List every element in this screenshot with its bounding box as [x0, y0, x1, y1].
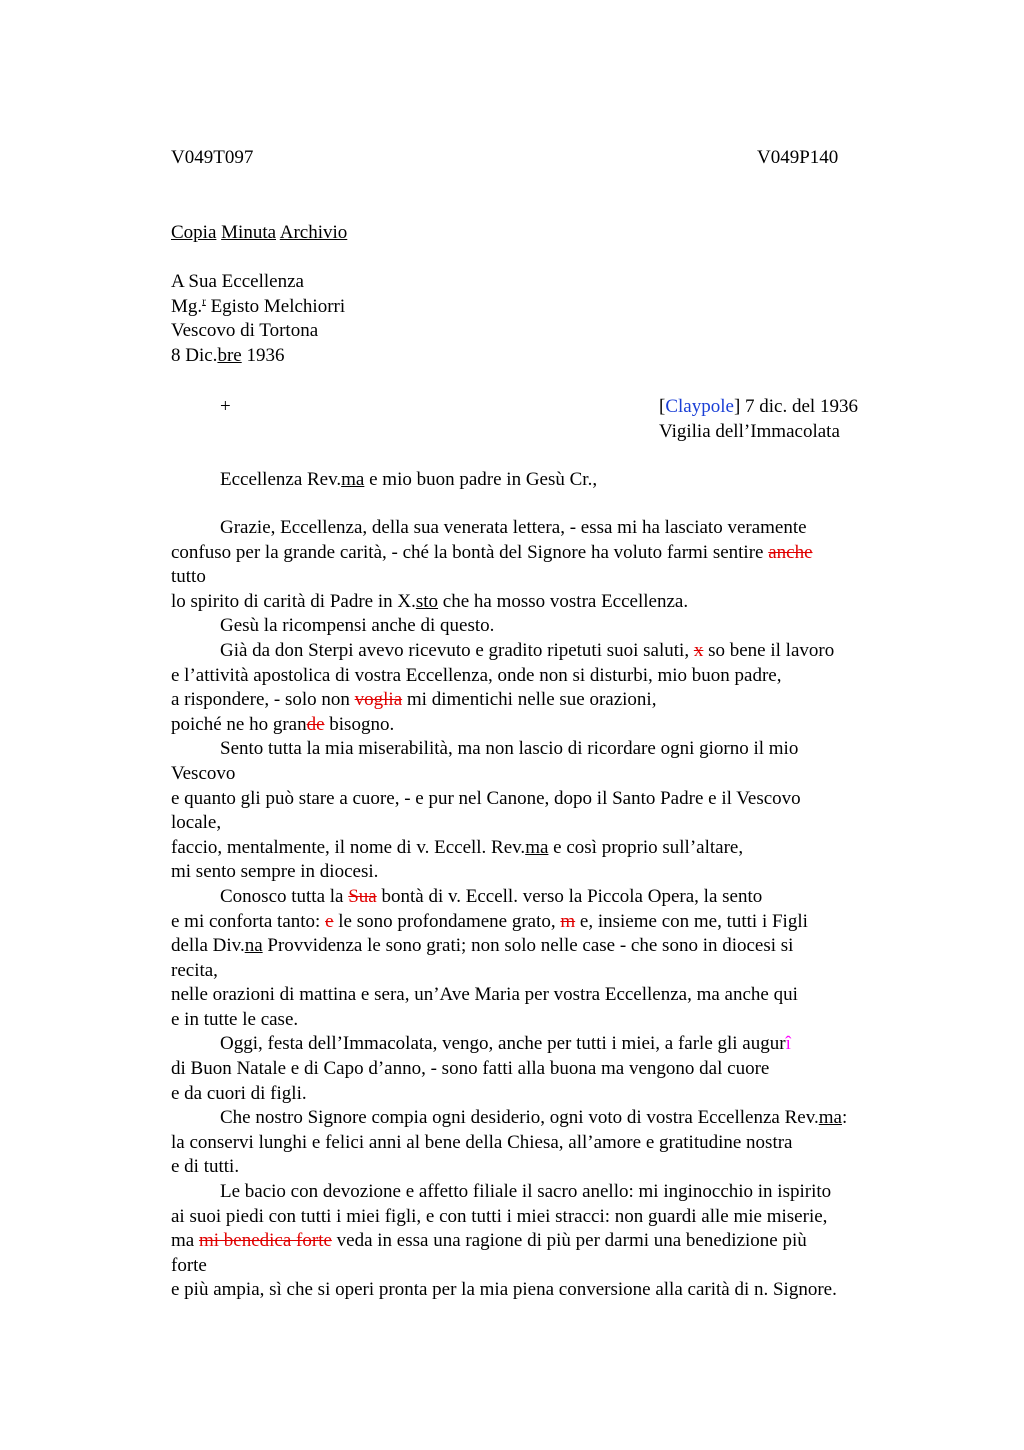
place-name: Claypole: [665, 396, 734, 417]
body-line: mi sento sempre in diocesi.: [171, 861, 379, 883]
body-line: [171, 541, 911, 566]
body-line: [171, 688, 911, 713]
body-line: recita,: [171, 959, 218, 981]
address-date-part: 8 Dic.: [171, 344, 218, 366]
address-line-3: Vescovo di Tortona: [171, 320, 319, 342]
body-line: Grazie, Eccellenza, della sua venerata lettera, - essa mi ha lasciato veramente: [220, 517, 807, 538]
document-code-left: V049T097: [171, 147, 254, 168]
text-run: veda in essa una ragione di più per darmi una benedizione più: [331, 1230, 807, 1252]
deleted-text: mi benedica forte: [198, 1230, 332, 1252]
cross-mark: +: [220, 396, 231, 417]
body-line: nelle orazioni di mattina e sera, un’Ave Maria per vostra Eccellenza, ma anche qui: [171, 984, 798, 1006]
body-line: tutto: [171, 566, 206, 588]
body-line: [171, 1106, 911, 1131]
body-line: Vescovo: [171, 762, 236, 784]
body-line: Sento tutta la mia miserabilità, ma non lascio di ricordare ogni giorno il mio: [220, 738, 799, 760]
text-run: ma: [171, 1230, 199, 1252]
underlined-text: ma: [525, 836, 549, 858]
body-line: [171, 910, 911, 935]
body-line: [171, 836, 911, 861]
address-block: [171, 270, 345, 368]
letter-body: [171, 516, 911, 1303]
underlined-text: na: [244, 935, 263, 957]
accent-character: î: [785, 1033, 791, 1055]
body-line: [171, 639, 911, 664]
copy-label: [171, 221, 347, 246]
body-line: e di tutti.: [171, 1156, 240, 1178]
body-line: Le bacio con devozione e affetto filiale il sacro anello: mi inginocchio in ispirito: [220, 1181, 832, 1203]
body-line: [171, 1032, 911, 1057]
body-line: Gesù la ricompensi anche di questo.: [220, 615, 495, 637]
text-run: e mi conforta tanto:: [171, 910, 326, 932]
place-date-line: [659, 395, 858, 420]
text-run: Oggi, festa dell’Immacolata, vengo, anche per tutti i miei, a farle gli augur: [220, 1033, 786, 1055]
body-line: di Buon Natale e di Capo d’anno, - sono fatti alla buona ma vengono dal cuore: [171, 1058, 770, 1080]
text-run: le sono profondamene grato,: [333, 910, 561, 932]
text-run: e così proprio sull’altare,: [548, 836, 744, 858]
body-line: e quanto gli può stare a cuore, - e pur nel Canone, dopo il Santo Padre e il Vescovo: [171, 787, 801, 809]
body-line: e l’attività apostolica di vostra Eccellenza, onde non si disturbi, mio buon padre,: [171, 664, 782, 686]
vigil-line: Vigilia dell’Immacolata: [659, 420, 840, 442]
body-line: e più ampia, sì che si operi pronta per la mia piena conversione alla carità di n. Signore.: [171, 1279, 837, 1301]
text-run: confuso per la grande carità, - ché la bontà del Signore ha voluto farmi sentire: [171, 541, 769, 563]
place-date-rest: ] 7 dic. del 1936: [733, 396, 858, 417]
text-run: bisogno.: [324, 713, 395, 735]
body-line: ai suoi piedi con tutti i miei figli, e con tutti i miei stracci: non guardi alle mie miserie,: [171, 1205, 828, 1227]
deleted-text: anche: [768, 541, 813, 563]
underlined-text: sto: [415, 590, 439, 612]
text-run: a rispondere, - solo non: [171, 689, 355, 711]
deleted-text: de: [306, 713, 325, 735]
text-run: mi dimentichi nelle sue orazioni,: [402, 689, 657, 711]
deleted-text: m: [560, 910, 576, 932]
body-line: e da cuori di figli.: [171, 1082, 307, 1104]
text-run: della Div.: [171, 935, 245, 957]
body-line: [171, 1229, 911, 1254]
text-run: e, insieme con me, tutti i Figli: [575, 910, 808, 932]
text-run: :: [841, 1107, 848, 1129]
body-line: e in tutte le case.: [171, 1008, 299, 1030]
text-run: che ha mosso vostra Eccellenza.: [438, 590, 689, 612]
text-run: so bene il lavoro: [703, 639, 835, 661]
place-date-block: [659, 395, 858, 444]
body-line: locale,: [171, 812, 222, 834]
text-run: Già da don Sterpi avevo ricevuto e gradito ripetuti suoi saluti,: [220, 639, 694, 661]
copy-label-word-1: Copia: [171, 222, 217, 243]
body-line: forte: [171, 1254, 207, 1276]
body-line: [171, 885, 911, 910]
salutation-part: Eccellenza Rev.: [220, 469, 342, 490]
address-date-year: 1936: [241, 344, 285, 366]
salutation: [220, 468, 597, 493]
deleted-text: Sua: [348, 885, 377, 907]
deleted-text: e: [325, 910, 334, 932]
address-line-1: A Sua Eccellenza: [171, 271, 304, 292]
bracket-open: [: [659, 396, 666, 417]
salutation-underlined: ma: [341, 469, 365, 490]
body-line: [171, 934, 911, 959]
address-name: Egisto Melchiorri: [205, 295, 346, 317]
address-title-superscript: r: [202, 295, 206, 308]
document-code-right: V049P140: [757, 147, 839, 168]
salutation-rest: e mio buon padre in Gesù Cr.,: [364, 469, 598, 490]
address-date: [171, 344, 345, 369]
underlined-text: ma: [818, 1107, 842, 1129]
text-run: Provvidenza le sono grati; non solo nelle case - che sono in diocesi si: [262, 935, 794, 957]
address-title-abbrev: Mg.: [171, 295, 203, 317]
text-run: poiché ne ho gran: [171, 713, 307, 735]
copy-label-word-3: Archivio: [279, 222, 348, 243]
text-run: faccio, mentalmente, il nome di v. Eccell. Rev.: [171, 836, 526, 858]
text-run: Conosco tutta la: [220, 885, 349, 907]
deleted-text: x: [693, 639, 704, 661]
body-line: [171, 713, 911, 738]
text-run: Che nostro Signore compia ogni desiderio, ogni voto di vostra Eccellenza Rev.: [220, 1107, 819, 1129]
text-run: bontà di v. Eccell. verso la Piccola Opera, la sento: [376, 885, 763, 907]
text-run: lo spirito di carità di Padre in X.: [171, 590, 416, 612]
body-line: [171, 590, 911, 615]
body-line: la conservi lunghi e felici anni al bene della Chiesa, all’amore e gratitudine nostra: [171, 1131, 793, 1153]
address-line-2: [171, 295, 345, 320]
deleted-text: voglia: [354, 689, 403, 711]
copy-label-word-2: Minuta: [221, 222, 277, 243]
address-date-underlined: bre: [217, 344, 242, 366]
